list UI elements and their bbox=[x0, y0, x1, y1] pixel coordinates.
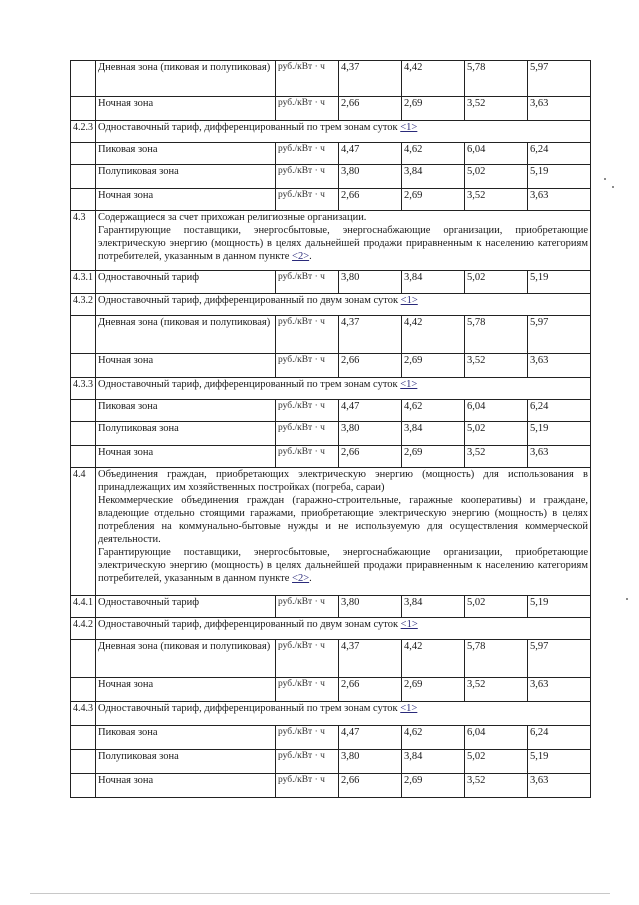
footnote-link[interactable]: <1> bbox=[400, 379, 418, 390]
footnote-link[interactable]: <1> bbox=[400, 122, 418, 133]
tariff-value: 4,42 bbox=[402, 640, 465, 678]
tariff-value: 3,52 bbox=[465, 354, 528, 378]
table-row bbox=[71, 143, 591, 165]
tariff-value: 5,02 bbox=[465, 271, 528, 294]
tariff-type-heading bbox=[96, 618, 591, 640]
item-number-cell bbox=[71, 726, 96, 750]
tariff-value: 6,24 bbox=[528, 143, 591, 165]
tariff-value: 6,04 bbox=[465, 143, 528, 165]
item-number-cell bbox=[71, 774, 96, 798]
tariff-type-heading bbox=[96, 702, 591, 726]
tariff-type-heading bbox=[96, 294, 591, 316]
section-header-row bbox=[71, 121, 591, 143]
zone-label: Полупиковая зона bbox=[96, 422, 276, 446]
tariff-value: 6,24 bbox=[528, 726, 591, 750]
tariff-value: 5,02 bbox=[465, 165, 528, 189]
item-number: 4.4.3 bbox=[71, 702, 96, 726]
tariff-value: 3,84 bbox=[402, 750, 465, 774]
section-header-row bbox=[71, 618, 591, 640]
unit-cell: руб./кВт · ч bbox=[276, 165, 339, 189]
item-number-cell bbox=[71, 750, 96, 774]
item-number-cell bbox=[71, 640, 96, 678]
tariff-value: 4,42 bbox=[402, 61, 465, 97]
tariff-value: 2,69 bbox=[402, 446, 465, 468]
zone-label: Пиковая зона bbox=[96, 400, 276, 422]
tariff-value: 4,62 bbox=[402, 726, 465, 750]
tariff-value: 5,19 bbox=[528, 271, 591, 294]
tariff-value: 4,47 bbox=[339, 400, 402, 422]
section-header-row bbox=[71, 702, 591, 726]
table-row bbox=[71, 316, 591, 354]
unit-cell: руб./кВт · ч bbox=[276, 400, 339, 422]
unit-cell: руб./кВт · ч bbox=[276, 446, 339, 468]
consumer-category-description bbox=[96, 211, 591, 271]
table-row bbox=[71, 400, 591, 422]
page-edge-line bbox=[30, 893, 610, 894]
tariff-value: 5,19 bbox=[528, 596, 591, 618]
item-number-cell bbox=[71, 446, 96, 468]
tariff-value: 4,47 bbox=[339, 143, 402, 165]
description-text: Гарантирующие поставщики, энергосбытовые, энергоснабжающие организации, приобретающие электрическую энергию (мощность) в целях дальнейшей продажи приравненным к населению категориям потребителей, указанным в данном пункте bbox=[98, 225, 588, 262]
tariff-value: 5,02 bbox=[465, 750, 528, 774]
tariff-value: 2,66 bbox=[339, 678, 402, 702]
tariff-value: 2,69 bbox=[402, 774, 465, 798]
tariff-value: 2,66 bbox=[339, 97, 402, 121]
tariff-label: Одноставочный тариф bbox=[96, 596, 276, 618]
item-number-cell bbox=[71, 400, 96, 422]
tariff-value: 6,24 bbox=[528, 400, 591, 422]
footnote-link[interactable]: <2> bbox=[292, 573, 310, 584]
tariff-value: 2,69 bbox=[402, 354, 465, 378]
unit-cell: руб./кВт · ч bbox=[276, 354, 339, 378]
description-text: Гарантирующие поставщики, энергосбытовые, энергоснабжающие организации, приобретающие электрическую энергию (мощность) в целях дальнейшей продажи приравненным к населению категориям потребителей, указанным в данном пункте bbox=[98, 547, 588, 584]
tariff-label: Одноставочный тариф bbox=[96, 271, 276, 294]
table-row bbox=[71, 271, 591, 294]
tariff-value: 2,66 bbox=[339, 774, 402, 798]
item-number: 4.4.2 bbox=[71, 618, 96, 640]
zone-label: Ночная зона bbox=[96, 97, 276, 121]
tariff-value: 5,19 bbox=[528, 422, 591, 446]
tariff-value: 3,52 bbox=[465, 189, 528, 211]
table-row bbox=[71, 726, 591, 750]
tariff-value: 4,42 bbox=[402, 316, 465, 354]
item-number: 4.2.3 bbox=[71, 121, 96, 143]
unit-cell: руб./кВт · ч bbox=[276, 271, 339, 294]
tariff-value: 3,84 bbox=[402, 271, 465, 294]
tariff-value: 3,63 bbox=[528, 446, 591, 468]
tariff-value: 5,97 bbox=[528, 640, 591, 678]
tariff-value: 3,80 bbox=[339, 596, 402, 618]
description-paragraph bbox=[98, 224, 588, 263]
table-row bbox=[71, 165, 591, 189]
unit-cell: руб./кВт · ч bbox=[276, 640, 339, 678]
tariff-value: 3,80 bbox=[339, 271, 402, 294]
tariff-value: 3,84 bbox=[402, 165, 465, 189]
unit-cell: руб./кВт · ч bbox=[276, 750, 339, 774]
heading-text: Одноставочный тариф, дифференцированный по двум зонам суток bbox=[98, 619, 399, 630]
tariff-value: 5,02 bbox=[465, 596, 528, 618]
item-number-cell bbox=[71, 422, 96, 446]
heading-text: Одноставочный тариф, дифференцированный по трем зонам суток bbox=[98, 703, 398, 714]
item-number-cell bbox=[71, 61, 96, 97]
table-row bbox=[71, 750, 591, 774]
tariff-value: 3,80 bbox=[339, 165, 402, 189]
zone-label: Ночная зона bbox=[96, 678, 276, 702]
item-number-cell bbox=[71, 143, 96, 165]
tariff-value: 3,84 bbox=[402, 596, 465, 618]
tariff-table bbox=[70, 60, 591, 798]
tariff-value: 5,02 bbox=[465, 422, 528, 446]
tariff-value: 2,69 bbox=[402, 189, 465, 211]
description-paragraph: Объединения граждан, приобретающих электрическую энергию (мощность) для использования в принадлежащих им хозяйственных постройках (погреба, сараи) bbox=[98, 469, 588, 493]
zone-label: Пиковая зона bbox=[96, 143, 276, 165]
item-number: 4.3 bbox=[71, 211, 96, 271]
tariff-value: 3,52 bbox=[465, 678, 528, 702]
tariff-value: 3,80 bbox=[339, 750, 402, 774]
consumer-category-description bbox=[96, 468, 591, 596]
footnote-link[interactable]: <1> bbox=[400, 619, 418, 630]
table-row bbox=[71, 774, 591, 798]
tariff-value: 3,52 bbox=[465, 446, 528, 468]
unit-cell: руб./кВт · ч bbox=[276, 316, 339, 354]
item-number: 4.4.1 bbox=[71, 596, 96, 618]
section-description-row bbox=[71, 468, 591, 596]
table-row bbox=[71, 446, 591, 468]
section-header-row bbox=[71, 294, 591, 316]
tariff-value: 5,78 bbox=[465, 316, 528, 354]
tariff-value: 5,19 bbox=[528, 165, 591, 189]
unit-cell: руб./кВт · ч bbox=[276, 726, 339, 750]
item-number-cell bbox=[71, 165, 96, 189]
heading-text: Одноставочный тариф, дифференцированный по двум зонам суток bbox=[98, 295, 399, 306]
unit-cell: руб./кВт · ч bbox=[276, 774, 339, 798]
footnote-link[interactable]: <1> bbox=[400, 295, 418, 306]
heading-text: Одноставочный тариф, дифференцированный по трем зонам суток bbox=[98, 379, 398, 390]
zone-label: Ночная зона bbox=[96, 774, 276, 798]
unit-cell: руб./кВт · ч bbox=[276, 678, 339, 702]
unit-cell: руб./кВт · ч bbox=[276, 422, 339, 446]
table-row bbox=[71, 354, 591, 378]
zone-label: Полупиковая зона bbox=[96, 165, 276, 189]
description-line: Содержащиеся за счет прихожан религиозные организации. bbox=[98, 212, 367, 223]
table-row bbox=[71, 596, 591, 618]
unit-cell: руб./кВт · ч bbox=[276, 596, 339, 618]
table-row bbox=[71, 640, 591, 678]
tariff-value: 4,62 bbox=[402, 143, 465, 165]
description-paragraph: Некоммерческие объединения граждан (гаражно-строительные, гаражные кооперативы) и граждане, владеющие отдельно стоящими гаражами, приобретающие электрическую энергию (мощность) в целях потребления на коммунально-бытовые нужды и не используемую для осуществления коммерческой деятельности. bbox=[98, 495, 588, 545]
item-number: 4.4 bbox=[71, 468, 96, 596]
zone-label: Дневная зона (пиковая и полупиковая) bbox=[96, 61, 276, 97]
unit-cell: руб./кВт · ч bbox=[276, 143, 339, 165]
item-number-cell bbox=[71, 354, 96, 378]
tariff-value: 5,19 bbox=[528, 750, 591, 774]
section-header-row bbox=[71, 378, 591, 400]
tariff-value: 3,80 bbox=[339, 422, 402, 446]
unit-cell: руб./кВт · ч bbox=[276, 61, 339, 97]
tariff-value: 6,04 bbox=[465, 726, 528, 750]
heading-text: Одноставочный тариф, дифференцированный по трем зонам суток bbox=[98, 122, 398, 133]
tariff-type-heading bbox=[96, 121, 591, 143]
tariff-value: 3,63 bbox=[528, 354, 591, 378]
tariff-value: 3,63 bbox=[528, 189, 591, 211]
zone-label: Пиковая зона bbox=[96, 726, 276, 750]
zone-label: Ночная зона bbox=[96, 446, 276, 468]
item-number: 4.3.2 bbox=[71, 294, 96, 316]
section-description-row bbox=[71, 211, 591, 271]
footnote-link[interactable]: <2> bbox=[292, 251, 310, 262]
tariff-value: 4,62 bbox=[402, 400, 465, 422]
table-row bbox=[71, 97, 591, 121]
tariff-value: 3,52 bbox=[465, 97, 528, 121]
tariff-value: 3,52 bbox=[465, 774, 528, 798]
zone-label: Ночная зона bbox=[96, 354, 276, 378]
tariff-value: 4,37 bbox=[339, 640, 402, 678]
punctuation: . bbox=[309, 573, 312, 584]
table-row bbox=[71, 678, 591, 702]
tariff-value: 2,66 bbox=[339, 446, 402, 468]
tariff-value: 5,78 bbox=[465, 640, 528, 678]
scan-speck bbox=[604, 178, 606, 180]
tariff-value: 4,37 bbox=[339, 316, 402, 354]
tariff-value: 3,84 bbox=[402, 422, 465, 446]
zone-label: Ночная зона bbox=[96, 189, 276, 211]
tariff-value: 6,04 bbox=[465, 400, 528, 422]
punctuation: . bbox=[309, 251, 312, 262]
tariff-value: 5,97 bbox=[528, 61, 591, 97]
item-number-cell bbox=[71, 678, 96, 702]
unit-cell: руб./кВт · ч bbox=[276, 189, 339, 211]
zone-label: Дневная зона (пиковая и полупиковая) bbox=[96, 316, 276, 354]
tariff-value: 4,47 bbox=[339, 726, 402, 750]
zone-label: Полупиковая зона bbox=[96, 750, 276, 774]
tariff-value: 3,63 bbox=[528, 97, 591, 121]
footnote-link[interactable]: <1> bbox=[400, 703, 418, 714]
tariff-value: 4,37 bbox=[339, 61, 402, 97]
description-paragraph bbox=[98, 546, 588, 585]
tariff-value: 2,69 bbox=[402, 97, 465, 121]
table-row bbox=[71, 61, 591, 97]
item-number-cell bbox=[71, 189, 96, 211]
table-row bbox=[71, 422, 591, 446]
tariff-value: 5,78 bbox=[465, 61, 528, 97]
item-number-cell bbox=[71, 316, 96, 354]
item-number: 4.3.3 bbox=[71, 378, 96, 400]
scan-speck bbox=[612, 186, 614, 188]
tariff-type-heading bbox=[96, 378, 591, 400]
item-number: 4.3.1 bbox=[71, 271, 96, 294]
tariff-value: 2,66 bbox=[339, 354, 402, 378]
tariff-value: 2,66 bbox=[339, 189, 402, 211]
unit-cell: руб./кВт · ч bbox=[276, 97, 339, 121]
tariff-value: 3,63 bbox=[528, 774, 591, 798]
item-number-cell bbox=[71, 97, 96, 121]
zone-label: Дневная зона (пиковая и полупиковая) bbox=[96, 640, 276, 678]
table-row bbox=[71, 189, 591, 211]
tariff-value: 2,69 bbox=[402, 678, 465, 702]
scan-speck bbox=[626, 598, 628, 600]
tariff-value: 5,97 bbox=[528, 316, 591, 354]
tariff-value: 3,63 bbox=[528, 678, 591, 702]
